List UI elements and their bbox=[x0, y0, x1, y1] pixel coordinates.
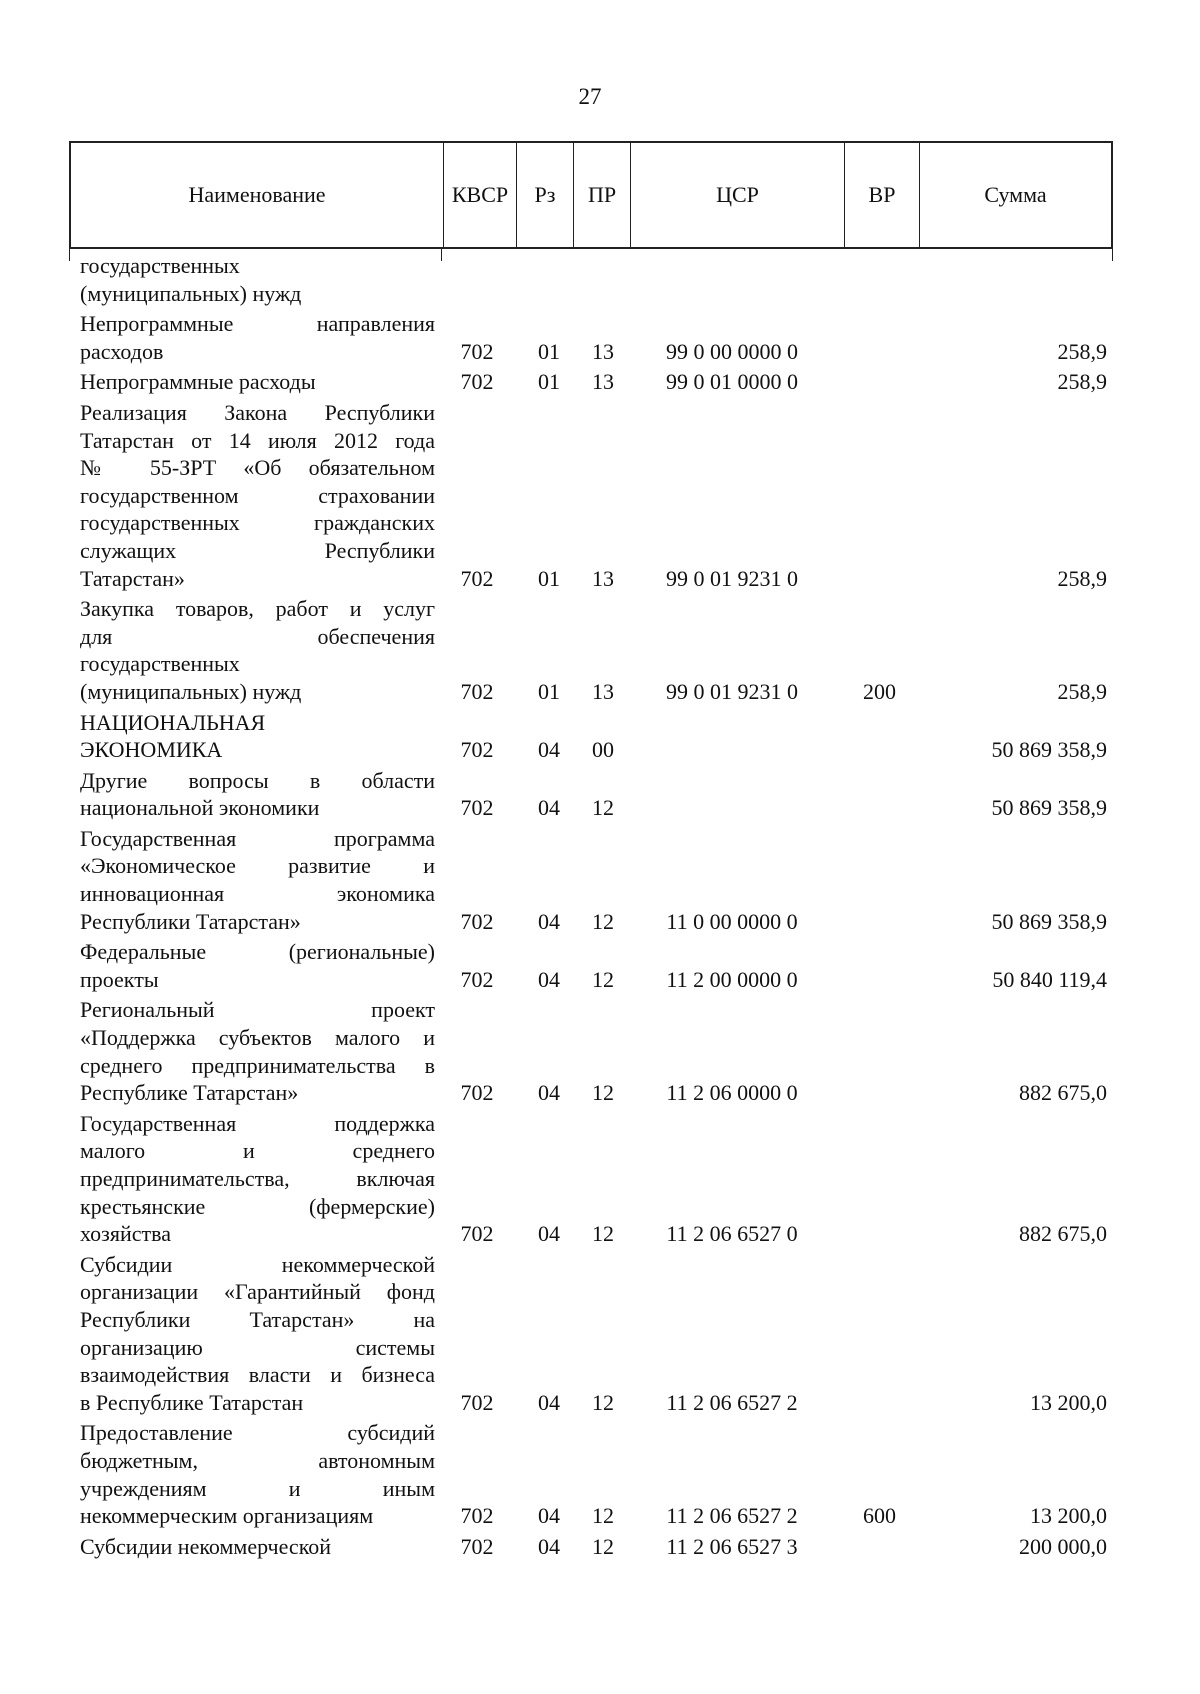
row-sum: 50 840 119,4 bbox=[992, 966, 1107, 992]
table-row bbox=[80, 1419, 1120, 1529]
row-sum: 50 869 358,9 bbox=[991, 737, 1107, 763]
row-pr: 12 bbox=[592, 908, 614, 934]
row-sum: 200 000,0 bbox=[1019, 1533, 1107, 1559]
row-name-line: национальной экономики bbox=[80, 795, 320, 821]
row-vr: 200 bbox=[863, 678, 896, 704]
row-vr: 600 bbox=[863, 1503, 896, 1529]
row-name-line: служащих Республики bbox=[80, 537, 435, 563]
row-sum: 258,9 bbox=[1057, 678, 1107, 704]
row-sum: 258,9 bbox=[1057, 565, 1107, 591]
row-sum: 13 200,0 bbox=[1030, 1503, 1107, 1529]
row-name-line: Региональный проект bbox=[80, 997, 435, 1023]
row-pr: 12 bbox=[592, 1503, 614, 1529]
row-kvsr: 702 bbox=[460, 1080, 494, 1106]
row-pr: 12 bbox=[592, 1221, 614, 1247]
row-kvsr: 702 bbox=[460, 737, 494, 763]
row-rz: 01 bbox=[538, 338, 560, 364]
row-rz: 01 bbox=[538, 565, 560, 591]
table-row bbox=[80, 595, 1120, 705]
table-row bbox=[80, 996, 1120, 1106]
row-name bbox=[80, 938, 435, 993]
row-name-line: Федеральные (региональные) bbox=[80, 939, 435, 965]
row-name-line: среднего предпринимательства в bbox=[80, 1052, 435, 1078]
row-pr: 12 bbox=[592, 966, 614, 992]
row-csr: 11 2 00 0000 0 bbox=[666, 966, 798, 992]
row-csr: 99 0 00 0000 0 bbox=[666, 338, 798, 364]
column-divider bbox=[69, 249, 70, 261]
row-name bbox=[80, 310, 435, 365]
page-number: 27 bbox=[578, 84, 602, 109]
row-csr: 11 2 06 6527 0 bbox=[666, 1221, 798, 1247]
row-sum: 50 869 358,9 bbox=[991, 795, 1107, 821]
table-header bbox=[69, 141, 1113, 249]
row-name-line: Государственная программа bbox=[80, 825, 435, 851]
row-name-line: «Поддержка субъектов малого и bbox=[80, 1025, 435, 1051]
table-body bbox=[80, 252, 1120, 1563]
row-rz: 01 bbox=[538, 678, 560, 704]
row-name-line: государственных bbox=[80, 651, 240, 677]
row-name-line: крестьянские (фермерские) bbox=[80, 1193, 435, 1219]
row-name-line: Непрограммные расходы bbox=[80, 369, 316, 395]
row-name bbox=[80, 825, 435, 935]
row-name bbox=[80, 252, 435, 307]
header-vr: ВР bbox=[845, 143, 920, 247]
header-pr: ПР bbox=[574, 143, 631, 247]
row-name-line: организации «Гарантийный фонд bbox=[80, 1279, 435, 1305]
row-kvsr: 702 bbox=[460, 966, 494, 992]
row-name-line: государственных bbox=[80, 253, 240, 278]
header-kvsr: КВСР bbox=[444, 143, 517, 247]
row-name bbox=[80, 368, 435, 396]
row-csr: 11 2 06 0000 0 bbox=[666, 1080, 798, 1106]
header-csr: ЦСР bbox=[631, 143, 845, 247]
row-rz: 04 bbox=[538, 908, 560, 934]
row-name bbox=[80, 1251, 435, 1417]
row-name-line: инновационная экономика bbox=[80, 881, 435, 907]
table-row bbox=[80, 1533, 1120, 1561]
row-name bbox=[80, 709, 435, 764]
row-pr: 13 bbox=[592, 369, 614, 395]
row-kvsr: 702 bbox=[460, 1221, 494, 1247]
row-pr: 12 bbox=[592, 1533, 614, 1559]
row-name-line: Предоставление субсидий bbox=[80, 1420, 435, 1446]
row-name-line: Республики Татарстан» bbox=[80, 908, 301, 934]
row-pr: 12 bbox=[592, 1080, 614, 1106]
row-pr: 13 bbox=[592, 565, 614, 591]
table-row bbox=[80, 368, 1120, 396]
row-sum: 882 675,0 bbox=[1019, 1221, 1107, 1247]
row-name bbox=[80, 996, 435, 1106]
row-pr: 00 bbox=[592, 737, 614, 763]
row-name-line: Другие вопросы в области bbox=[80, 767, 435, 793]
row-name-line: Татарстан» bbox=[80, 565, 185, 591]
row-csr: 99 0 01 0000 0 bbox=[666, 369, 798, 395]
row-pr: 12 bbox=[592, 795, 614, 821]
row-csr: 11 0 00 0000 0 bbox=[666, 908, 798, 934]
table-row bbox=[80, 709, 1120, 764]
row-name bbox=[80, 1110, 435, 1248]
row-pr: 13 bbox=[592, 678, 614, 704]
row-rz: 04 bbox=[538, 1389, 560, 1415]
header-sum: Сумма bbox=[984, 182, 1047, 207]
row-kvsr: 702 bbox=[460, 369, 494, 395]
row-name-line: Субсидии некоммерческой bbox=[80, 1533, 332, 1559]
row-name-line: малого и среднего bbox=[80, 1138, 435, 1164]
row-name-line: Татарстан от 14 июля 2012 года bbox=[80, 427, 435, 453]
row-name-line: бюджетным, автономным bbox=[80, 1447, 435, 1473]
table-row bbox=[80, 399, 1120, 592]
row-name-line: Государственная поддержка bbox=[80, 1110, 435, 1136]
row-name-line: в Республике Татарстан bbox=[80, 1389, 304, 1415]
row-name bbox=[80, 767, 435, 822]
row-rz: 04 bbox=[538, 1533, 560, 1559]
row-name-line: государственном страховании bbox=[80, 482, 435, 508]
row-name-line: (муниципальных) нужд bbox=[80, 280, 302, 306]
row-name-line: предпринимательства, включая bbox=[80, 1166, 435, 1191]
row-rz: 04 bbox=[538, 795, 560, 821]
row-rz: 01 bbox=[538, 369, 560, 395]
row-name-line: некоммерческим организациям bbox=[80, 1503, 374, 1529]
row-csr: 11 2 06 6527 2 bbox=[666, 1389, 798, 1415]
row-name-line: Республики Татарстан» на bbox=[80, 1306, 435, 1332]
row-kvsr: 702 bbox=[460, 678, 494, 704]
table-row bbox=[80, 310, 1120, 365]
row-pr: 12 bbox=[592, 1389, 614, 1415]
row-name-line: для обеспечения bbox=[80, 623, 435, 649]
row-rz: 04 bbox=[538, 1503, 560, 1529]
row-name-line: ЭКОНОМИКА bbox=[80, 737, 223, 763]
row-csr: 11 2 06 6527 3 bbox=[666, 1533, 798, 1559]
row-name-line: расходов bbox=[80, 338, 164, 364]
row-sum: 258,9 bbox=[1057, 338, 1107, 364]
row-name bbox=[80, 1419, 435, 1529]
row-csr: 11 2 06 6527 2 bbox=[666, 1503, 798, 1529]
row-name-line: Субсидии некоммерческой bbox=[80, 1251, 435, 1277]
row-name-line: хозяйства bbox=[80, 1221, 171, 1247]
row-name-line: № 55-ЗРТ «Об обязательном bbox=[80, 455, 435, 481]
row-csr: 99 0 01 9231 0 bbox=[666, 565, 798, 591]
row-kvsr: 702 bbox=[460, 338, 494, 364]
row-sum: 258,9 bbox=[1057, 369, 1107, 395]
row-rz: 04 bbox=[538, 737, 560, 763]
row-kvsr: 702 bbox=[460, 1533, 494, 1559]
table-row bbox=[80, 252, 1120, 307]
row-name-line: государственных гражданских bbox=[80, 510, 435, 536]
table-row bbox=[80, 938, 1120, 993]
row-name-line: НАЦИОНАЛЬНАЯ bbox=[80, 709, 266, 735]
row-name-line: (муниципальных) нужд bbox=[80, 678, 302, 704]
row-pr: 13 bbox=[592, 338, 614, 364]
header-name: Наименование bbox=[71, 143, 444, 247]
row-sum: 50 869 358,9 bbox=[991, 908, 1107, 934]
row-sum: 882 675,0 bbox=[1019, 1080, 1107, 1106]
row-name-line: учреждениям и иным bbox=[80, 1475, 435, 1501]
row-sum: 13 200,0 bbox=[1030, 1389, 1107, 1415]
row-rz: 04 bbox=[538, 1221, 560, 1247]
row-name-line: взаимодействия власти и бизнеса bbox=[80, 1362, 435, 1388]
row-name bbox=[80, 399, 435, 592]
table-row bbox=[80, 1251, 1120, 1417]
row-kvsr: 702 bbox=[460, 1389, 494, 1415]
row-name bbox=[80, 1533, 435, 1561]
row-name-line: организацию системы bbox=[80, 1334, 435, 1360]
table-row bbox=[80, 767, 1120, 822]
row-kvsr: 702 bbox=[460, 795, 494, 821]
row-name-line: Непрограммные направления bbox=[80, 311, 435, 337]
row-name-line: «Экономическое развитие и bbox=[80, 853, 435, 879]
row-kvsr: 702 bbox=[460, 908, 494, 934]
row-kvsr: 702 bbox=[460, 1503, 494, 1529]
row-rz: 04 bbox=[538, 966, 560, 992]
row-csr: 99 0 01 9231 0 bbox=[666, 678, 798, 704]
row-name-line: Республике Татарстан» bbox=[80, 1080, 299, 1106]
row-kvsr: 702 bbox=[460, 565, 494, 591]
row-name-line: проекты bbox=[80, 966, 159, 992]
row-name-line: Реализация Закона Республики bbox=[80, 399, 435, 425]
row-rz: 04 bbox=[538, 1080, 560, 1106]
table-row bbox=[80, 825, 1120, 935]
row-name-line: Закупка товаров, работ и услуг bbox=[80, 596, 435, 622]
header-rz: Рз bbox=[517, 143, 574, 247]
row-name bbox=[80, 595, 435, 705]
table-row bbox=[80, 1110, 1120, 1248]
